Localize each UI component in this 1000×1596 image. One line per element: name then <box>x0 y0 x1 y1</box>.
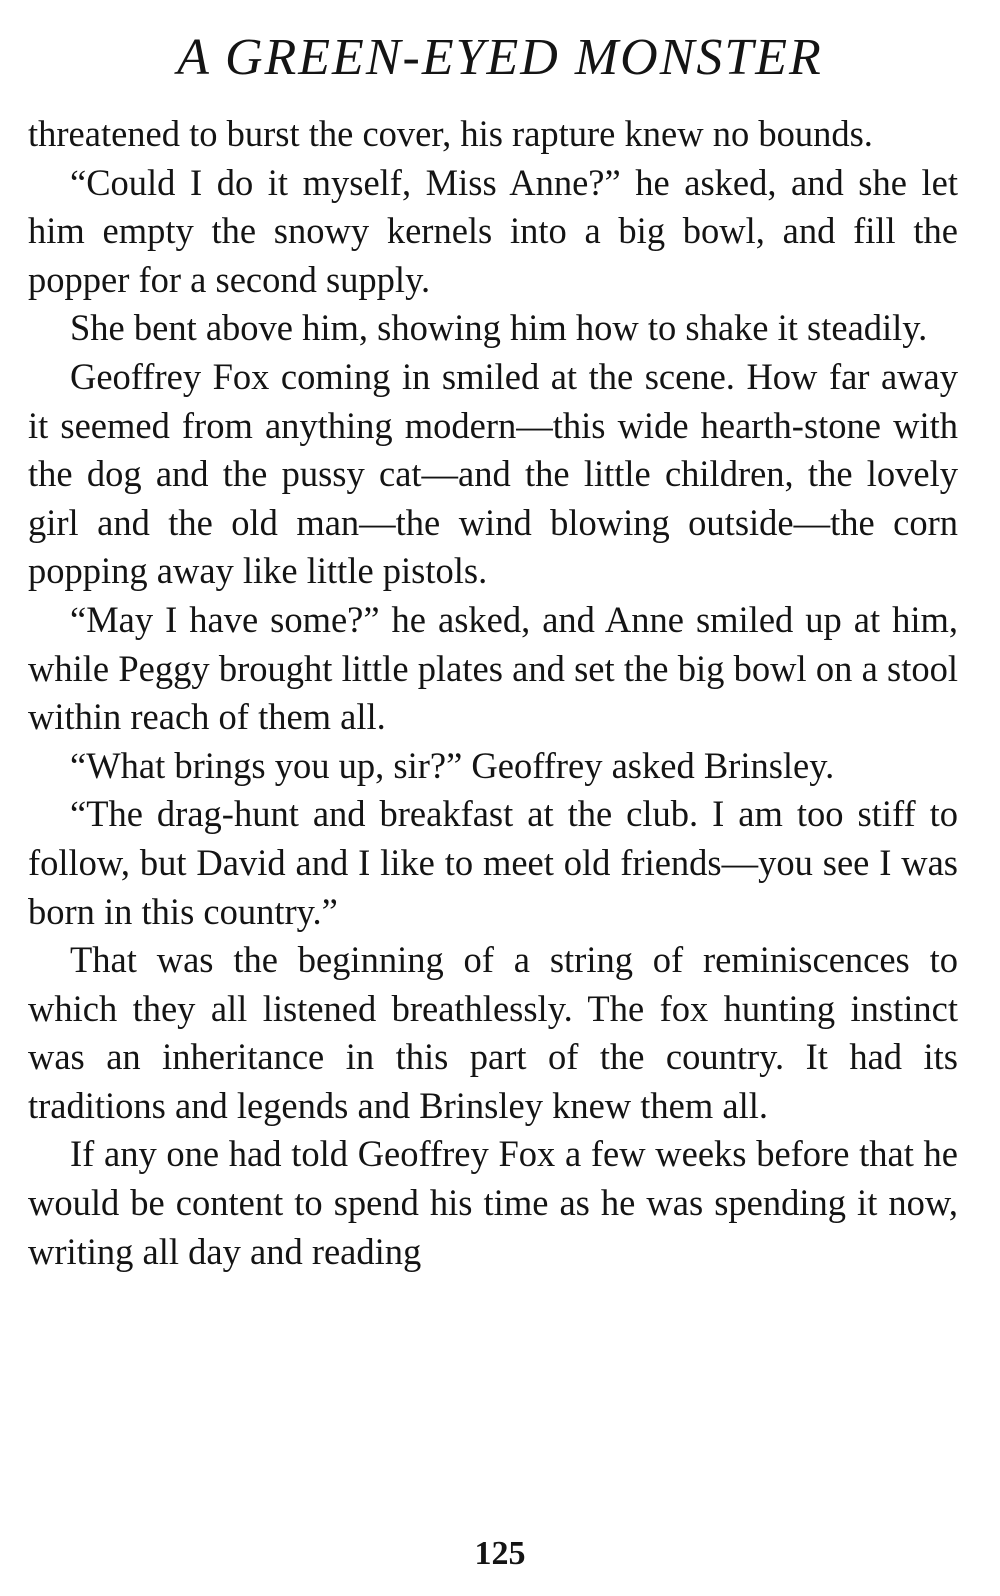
page-number: 125 <box>474 1535 526 1572</box>
paragraph-2: “Could I do it myself, Miss Anne?” he asked, and she let him empty the snowy kernels into a big bowl, and fill the popper for a second supply. <box>28 161 958 300</box>
paragraph-6: “What brings you up, sir?” Geoffrey asked Brinsley. <box>70 744 835 786</box>
paragraph-4: Geoffrey Fox coming in smiled at the scene. How far away it seemed from anything modern—this wide hearth-stone with the dog and the pussy cat—and the little children, the lovely girl and the old man—the wind blowing outside—the corn popping away like little pistols. <box>28 355 958 592</box>
paragraph-7: “The drag-hunt and breakfast at the club. I am too stiff to follow, but David and I like to meet old friends—you see I was born in this country.” <box>28 793 958 932</box>
paragraph-9: If any one had told Geoffrey Fox a few weeks before that he would be content to spend his time as he was spending it now, writing all day and reading <box>28 1133 958 1272</box>
paragraph-3: She bent above him, showing him how to shake it steadily. <box>70 307 928 349</box>
paragraph-5: “May I have some?” he asked, and Anne smiled up at him, while Peggy brought little plates and set the big bowl on a stool within reach of them all. <box>28 598 958 738</box>
page-body-text <box>28 110 958 1276</box>
paragraph-8: That was the beginning of a string of reminiscences to which they all listened breathlessly. The fox hunting instinct was an inheritance in this part of the country. It had its traditions and legends and Brinsley knew them all. <box>28 939 958 1126</box>
running-head: A GREEN-EYED MONSTER <box>177 29 823 86</box>
paragraph-1: threatened to burst the cover, his rapture knew no bounds. <box>28 113 873 154</box>
